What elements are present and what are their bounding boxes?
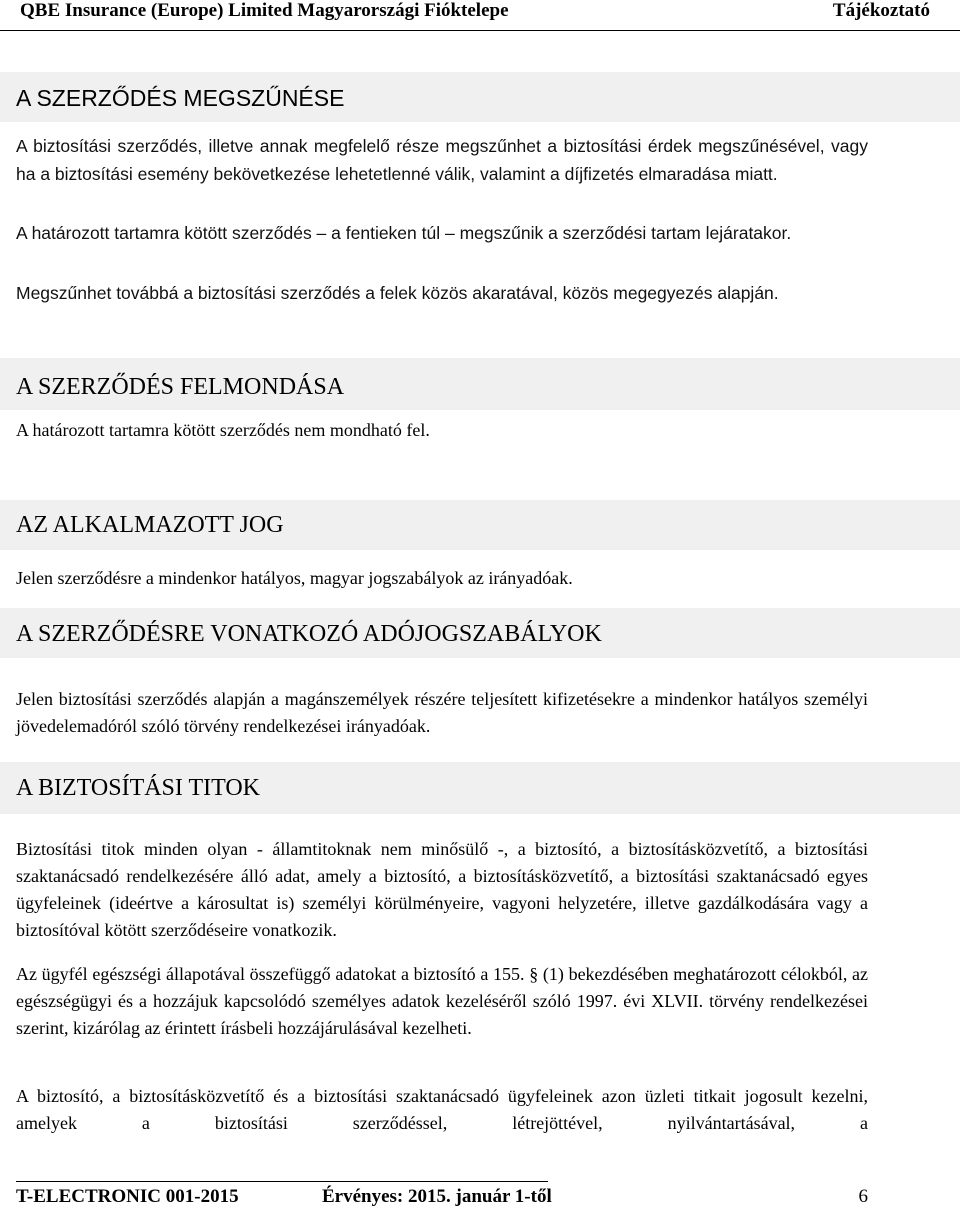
page-footer — [16, 1186, 876, 1210]
section-title-cancellation: A SZERZŐDÉS FELMONDÁSA — [16, 374, 345, 400]
termination-paragraph-3: Megszűnhet továbbá a biztosítási szerződés a felek közös akaratával, közös megegyezés alapján. — [16, 283, 779, 303]
insurance-secret-paragraph-2: Az ügyfél egészségi állapotával összefüggő adatokat a biztosító a 155. § (1) bekezdésében meghatározott célokból, az egészségügyi és a hozzájuk kapcsolódó személyes adatok kezeléséről szóló 1997. évi XLVII. törvény rendelkezései szerint, kizárólag az érintett írásbeli hozzájárulásával kezelheti. — [16, 964, 868, 1038]
cancellation-paragraph: A határozott tartamra kötött szerződés nem mondható fel. — [16, 420, 430, 440]
validity-date: Érvényes: 2015. január 1-től — [322, 1186, 552, 1207]
document-type: Tájékoztató — [832, 0, 930, 21]
applicable-law-paragraph: Jelen szerződésre a mindenkor hatályos, magyar jogszabályok az irányadóak. — [16, 568, 573, 588]
section-title-tax-rules: A SZERZŐDÉSRE VONATKOZÓ ADÓJOGSZABÁLYOK — [16, 621, 602, 647]
section-title-insurance-secret: A BIZTOSÍTÁSI TITOK — [16, 775, 261, 801]
insurance-secret-paragraph-1: Biztosítási titok minden olyan - államtitoknak nem minősülő -, a biztosító, a biztosításközvetítő, a biztosítási szaktanácsadó rendelkezésére álló adat, amely a biztosító, a biztosításközvetítő, a biztosítási szaktanácsadó egyes ügyfeleinek (ideértve a károsultat is) személyi körülményeire, vagyoni helyzetére, illetve gazdálkodására vagy a biztosítóval kötött szerződéseire vonatkozik. — [16, 839, 868, 940]
insurance-secret-paragraph-3: A biztosító, a biztosításközvetítő és a biztosítási szaktanácsadó ügyfeleinek azon üzleti titkait jogosult kezelni, amelyek a biztosítási szerződéssel, létrejöttével, nyilvántartásával, a — [16, 1086, 868, 1133]
tax-rules-paragraph: Jelen biztosítási szerződés alapján a magánszemélyek részére teljesített kifizetésekre a mindenkor hatályos személyi jövedelemadóról szóló törvény rendelkezései irányadóak. — [16, 689, 868, 736]
footer-rule — [16, 1181, 548, 1182]
termination-paragraph-2: A határozott tartamra kötött szerződés – a fentieken túl – megszűnik a szerződési tartam lejáratakor. — [16, 223, 792, 243]
document-code: T-ELECTRONIC 001-2015 — [16, 1186, 239, 1207]
page-header — [0, 0, 960, 31]
termination-paragraph-1: A biztosítási szerződés, illetve annak megfelelő része megszűnhet a biztosítási érdek megszűnésével, vagy ha a biztosítási esemény bekövetkezése lehetetlenné válik, valamint a díjfizetés elmaradása miatt. — [16, 136, 868, 184]
company-name: QBE Insurance (Europe) Limited Magyarországi Fióktelepe — [20, 0, 509, 21]
page-number: 6 — [858, 1186, 868, 1207]
section-title-applicable-law: AZ ALKALMAZOTT JOG — [16, 512, 284, 538]
section-title-termination: A SZERZŐDÉS MEGSZŰNÉSE — [16, 85, 345, 111]
